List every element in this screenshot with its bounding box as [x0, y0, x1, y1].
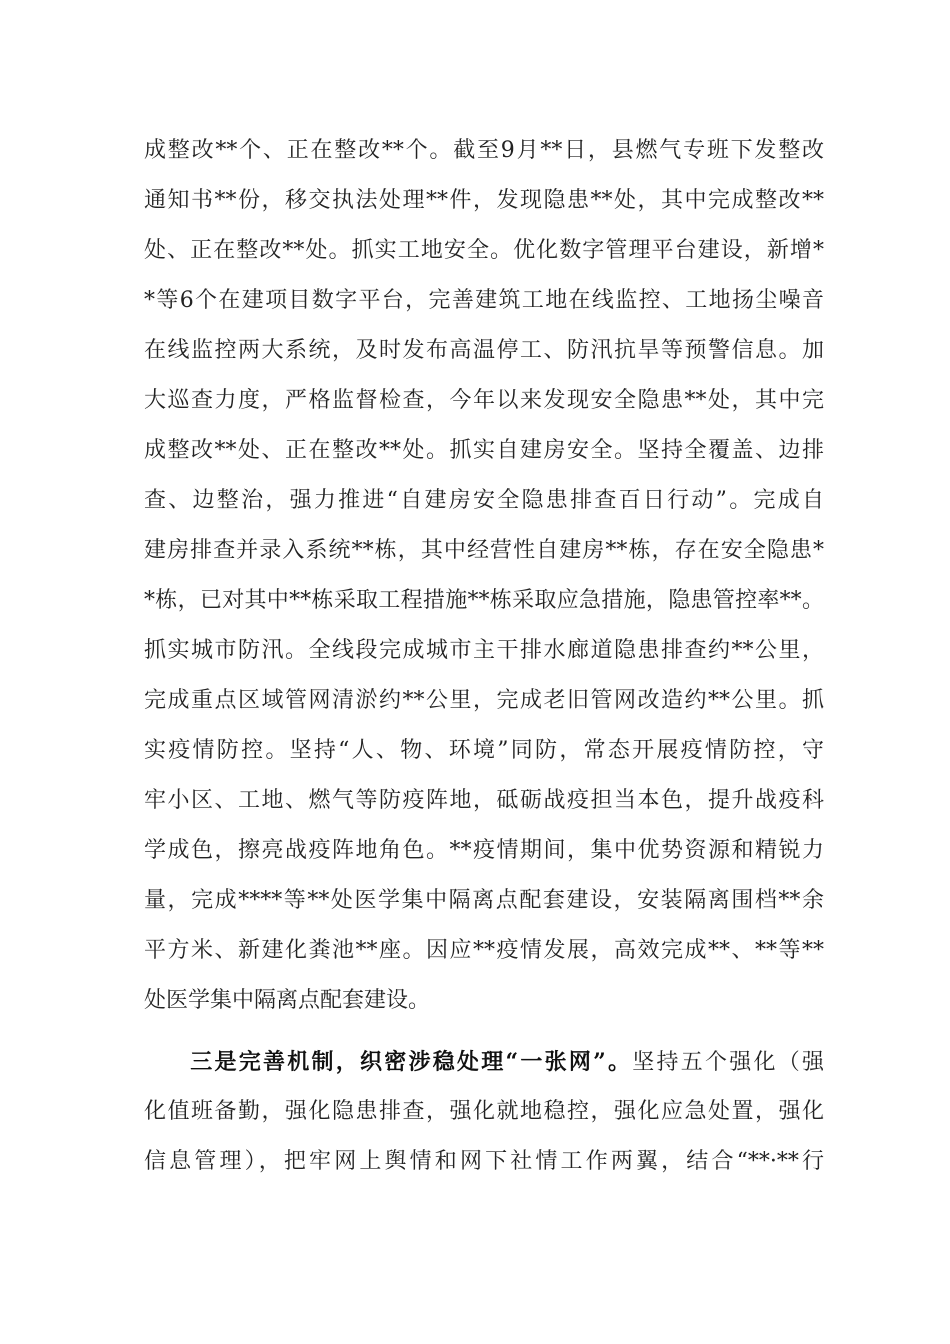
text-line: 学成色，擦亮战疫阵地角色。**疫情期间，集中优势资源和精锐力 [144, 838, 824, 863]
text-line: 成整改**处、正在整改**处。抓实自建房安全。坚持全覆盖、边排 [144, 438, 824, 463]
text-line: 成整改**个、正在整改**个。截至9月**日，县燃气专班下发整改 [144, 138, 824, 163]
paragraph-first-line [144, 1037, 824, 1087]
text-line: *栋，已对其中**栋采取工程措施**栋采取应急措施，隐患管控率**。 [144, 588, 824, 613]
text-line: 牢小区、工地、燃气等防疫阵地，砥砺战疫担当本色，提升战疫科 [144, 788, 824, 813]
text-line: *等6个在建项目数字平台，完善建筑工地在线监控、工地扬尘噪音 [144, 288, 824, 313]
text-line: 化值班备勤，强化隐患排查，强化就地稳控，强化应急处置，强化 [144, 1099, 824, 1124]
text-line: 处、正在整改**处。抓实工地安全。优化数字管理平台建设，新增* [144, 238, 824, 263]
text-line: 建房排查并录入系统**栋，其中经营性自建房**栋，存在安全隐患* [144, 538, 824, 563]
text-line: 平方米、新建化粪池**座。因应**疫情发展，高效完成**、**等** [144, 938, 824, 963]
paragraph-safety-rectification [144, 126, 824, 1026]
text-line: 处医学集中隔离点配套建设。 [144, 988, 431, 1013]
text-line: 实疫情防控。坚持“人、物、环境”同防，常态开展疫情防控，守 [144, 738, 824, 763]
text-line: 量，完成****等**处医学集中隔离点配套建设，安装隔离围档**余 [144, 888, 824, 913]
text-line: 信息管理），把牢网上舆情和网下社情工作两翼，结合“**·**行 [144, 1149, 824, 1174]
text-line: 完成重点区域管网清淤约**公里，完成老旧管网改造约**公里。抓 [144, 688, 824, 713]
heading-continuation: 坚持五个强化（强 [632, 1050, 824, 1075]
text-line: 查、边整治，强力推进“自建房安全隐患排查百日行动”。完成自 [144, 488, 824, 513]
text-line: 大巡查力度，严格监督检查，今年以来发现安全隐患**处，其中完 [144, 388, 824, 413]
paragraph-stability-mechanism [144, 1037, 824, 1187]
text-line: 抓实城市防汛。全线段完成城市主干排水廊道隐患排查约**公里， [144, 638, 824, 663]
text-line: 在线监控两大系统，及时发布高温停工、防汛抗旱等预警信息。加 [144, 338, 824, 363]
section-heading: 三是完善机制，织密涉稳处理“一张网”。 [188, 1049, 633, 1075]
text-line: 通知书**份，移交执法处理**件，发现隐患**处，其中完成整改** [144, 188, 824, 213]
